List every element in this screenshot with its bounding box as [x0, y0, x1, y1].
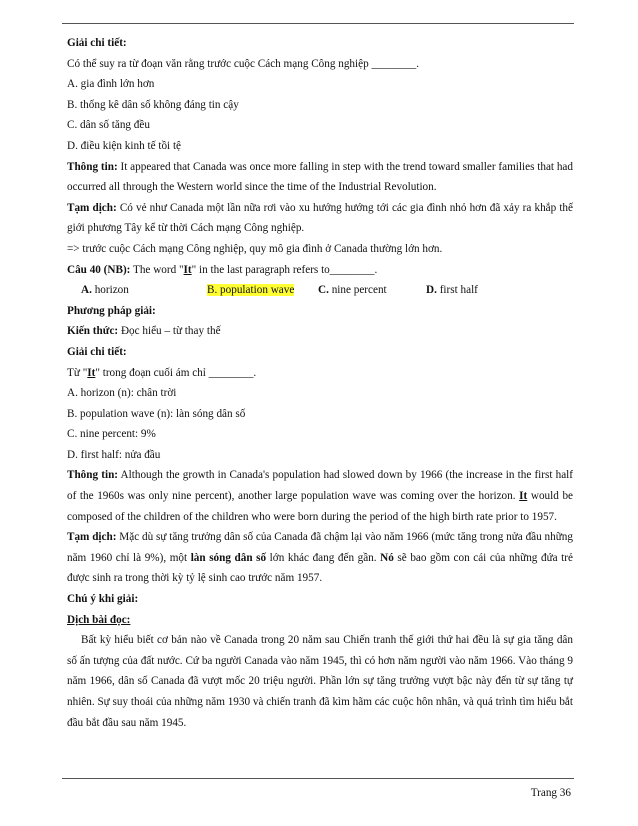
page-content: [67, 33, 573, 733]
answer-c-text: nine percent: [328, 284, 387, 297]
answer-option-b: [207, 280, 318, 301]
source-translation-label: Tạm dịch:: [67, 531, 117, 544]
question-40-pre: The word ": [130, 263, 184, 276]
question-40-keyword: It: [183, 263, 192, 276]
source-info-paragraph: [67, 465, 573, 527]
gloss-d: D. first half: nửa đầu: [67, 448, 161, 461]
reference-question: [67, 363, 573, 384]
conclusion-line: => trước cuộc Cách mạng Công nghiệp, quy mô gia đình ở Canada thường lớn hơn.: [67, 242, 443, 255]
option-a-translation: A. gia đình lớn hơn: [67, 78, 155, 91]
source-translation-text-1: Mặc dù sự tăng trưởng dân số của Canada đã chậm lại vào năm 1966 (mức tăng trong nửa đầu những năm 1960 chỉ là 9%), một: [67, 531, 573, 564]
translation-paragraph: [67, 198, 573, 239]
detail-heading: Giải chi tiết:: [67, 345, 127, 358]
page-number: Trang 36: [530, 787, 571, 799]
source-info-label: Thông tin:: [67, 469, 119, 482]
question-40-post: " in the last paragraph refers to________.: [191, 263, 378, 276]
gloss-b: B. population wave (n): làn sóng dân số: [67, 407, 246, 420]
answer-b-highlighted: B. population wave: [207, 284, 295, 297]
option-d-translation: D. điều kiện kinh tế tồi tệ: [67, 139, 182, 152]
source-info-keyword: It: [519, 490, 528, 503]
translation-text: Có vẻ như Canada một lần nữa rơi vào xu hướng hướng tới các gia đình nhỏ hơn đã xảy ra khắp thế giới phương Tây kể từ thời Cách mạng Công nghiệp.: [67, 201, 573, 235]
info-paragraph: [67, 157, 573, 198]
header-rule: [62, 23, 574, 24]
source-info-text-1: Although the growth in Canada's population had slowed down by 1966 (the increase in the first half of the 1960s was only nine percent), another large population wave was coming over the horizon.: [67, 469, 574, 503]
knowledge-text: Đọc hiểu – từ thay thế: [118, 325, 221, 338]
question-40-label: Câu 40 (NB):: [67, 263, 131, 276]
knowledge-label: Kiến thức:: [67, 325, 119, 338]
option-c-translation: C. dân số tăng đều: [67, 119, 150, 132]
source-translation-bold-2: Nó: [380, 551, 394, 564]
translation-label: Tạm dịch:: [67, 201, 117, 214]
reading-translation-paragraph: Bất kỳ hiểu biết cơ bản nào về Canada trong 20 năm sau Chiến tranh thế giới thứ hai đều là sự gia tăng dân số ấn tượng của đất nước. Cứ ba người Canada vào năm 1945, thì có hơn năm người vào năm 1966. Vào tháng 9 năm 1966, dân số Canada đã vượt mốc 20 triệu người. Phần lớn sự tăng trưởng vượt bậc này đến từ sự tăng tự nhiên. Sự suy thoái của những năm 1930 và chiến tranh đã kìm hãm các cuộc hôn nhân, và quá trình tìm hiểu bắt đầu bắt đầu sau năm 1945.: [67, 634, 573, 729]
reference-question-post: " trong đoạn cuối ám chỉ ________.: [95, 366, 257, 379]
question-40: [67, 260, 573, 281]
gloss-a: A. horizon (n): chân trời: [67, 387, 177, 400]
source-translation-text-2: lớn khác đang đến gần.: [266, 551, 381, 564]
source-info-text-2: would be composed of the children of the children who were born during the period of the high birth rate prior to 1957.: [67, 490, 574, 523]
answer-option-c: [318, 280, 426, 301]
answer-a-letter: A.: [81, 284, 92, 297]
answer-d-letter: D.: [426, 284, 437, 297]
answer-a-text: horizon: [91, 284, 129, 297]
answer-options: [67, 280, 573, 301]
option-b-translation: B. thống kê dân số không đáng tin cậy: [67, 98, 239, 111]
reading-translation-heading: Dịch bài đọc:: [67, 613, 131, 626]
info-text: It appeared that Canada was once more falling in step with the trend toward smaller families that had occurred all through the Western world since the time of the Industrial Revolution.: [67, 160, 573, 194]
reference-keyword: It: [87, 366, 96, 379]
answer-option-a: [81, 280, 207, 301]
info-label: Thông tin:: [67, 160, 118, 173]
knowledge-line: [67, 321, 573, 342]
footer-rule: [62, 778, 574, 779]
answer-option-d: [426, 280, 478, 301]
section-heading-detail: Giải chi tiết:: [67, 37, 127, 49]
answer-d-text: first half: [436, 284, 478, 297]
source-translation-paragraph: [67, 527, 573, 589]
gloss-c: C. nine percent: 9%: [67, 428, 156, 441]
source-translation-bold-1: làn sóng dân số: [190, 551, 267, 564]
question-inference-line: Có thể suy ra từ đoạn văn rằng trước cuộc Cách mạng Công nghiệp ________.: [67, 57, 420, 70]
source-translation-text-3: sẽ bao gồm con cái của những đứa trẻ được sinh ra trong thời kỳ tỷ lệ sinh cao trước năm 1957.: [67, 551, 573, 585]
method-heading: Phương pháp giải:: [67, 304, 156, 317]
answer-c-letter: C.: [318, 284, 329, 297]
reference-question-pre: Từ ": [67, 366, 88, 379]
note-heading: Chú ý khi giải:: [67, 593, 139, 606]
